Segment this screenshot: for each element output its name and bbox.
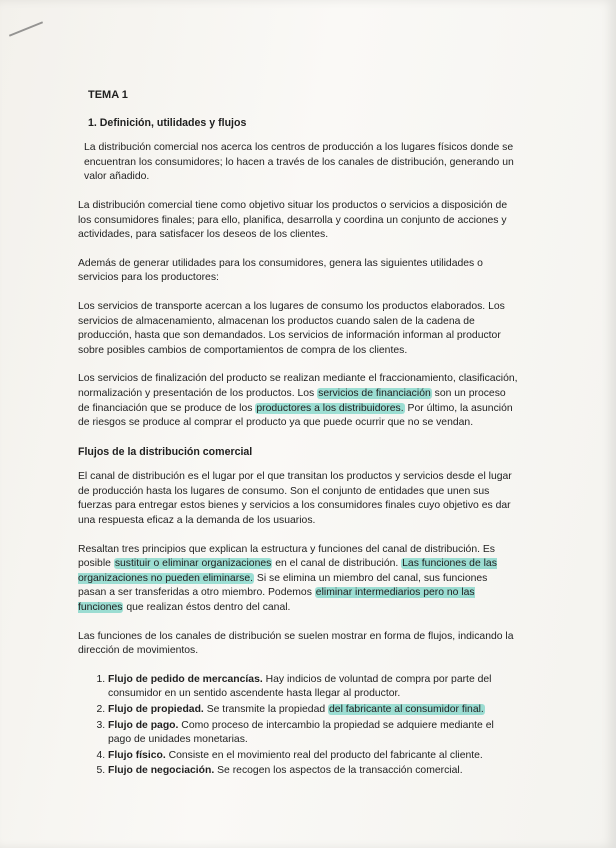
p7-highlight-2: Las funciones de las organizaciones no pueden eliminarse. <box>78 558 497 584</box>
flujo-name: Flujo físico. <box>108 749 166 761</box>
flujo-name: Flujo de propiedad. <box>108 704 204 715</box>
section-2-heading: Flujos de la distribución comercial <box>78 445 253 458</box>
p5-text-b: son un proceso de financiación que se produce de los <box>78 387 506 414</box>
flujo-text: Se transmite la propiedad <box>203 704 329 715</box>
flujo-text: Consiste en el movimiento real del producto del fabricante al cliente. <box>165 749 483 761</box>
flujo-text: Hay indicios de voluntad de compra por parte del consumidor en un sentido ascendente hasta llegar al productor. <box>108 673 492 700</box>
paragraph-1: La distribución comercial nos acerca los centros de producción a los lugares físicos donde se encuentran los consumidores; lo hacen a través de los canales de distribución, generando un valor añadido. <box>84 142 514 183</box>
paragraph-4: Los servicios de transporte acercan a los lugares de consumo los productos elaborados. Los servicios de almacenamiento, almacenan los productos cuando salen de la cadena de producción, hasta que son demandados. Los servicios de información informan al productor sobre posibles cambios de comportamientos de compra de los clientes. <box>78 300 505 356</box>
p5-highlight-1: servicios de financiación <box>318 387 431 399</box>
pen-mark <box>9 21 43 36</box>
p7-text-a: Resaltan tres principios que explican la estructura y funciones del canal de distribución. Es posible <box>78 543 496 570</box>
flujo-item <box>108 749 518 764</box>
p7-highlight-3: eliminar intermediarios pero no las funciones <box>78 587 475 614</box>
p7-text-d: que realizan éstos dentro del canal. <box>123 602 291 614</box>
p7-highlight-1: sustituir o eliminar organizaciones <box>114 558 272 570</box>
paragraph-3: Además de generar utilidades para los consumidores, genera las siguientes utilidades o servicios para los productores: <box>78 257 483 284</box>
flujo-text: Como proceso de intercambio la propiedad se adquiere mediante el pago de unidades monetarias. <box>108 719 494 746</box>
p5-text-a: Los servicios de finalización del producto se realizan mediante el fraccionamiento, clasificación, normalización y presentación de los productos. Los <box>78 373 518 399</box>
flujos-list <box>78 673 518 779</box>
flujo-item <box>108 719 518 748</box>
section-1-heading: 1. Definición, utilidades y flujos <box>88 116 247 129</box>
flujo-highlight: del fabricante al consumidor final. <box>329 704 484 715</box>
tema-title: TEMA 1 <box>88 89 128 101</box>
paragraph-2: La distribución comercial tiene como objetivo situar los productos o servicios a disposición de los consumidores finales; para ello, planifica, desarrolla y coordina un conjunto de acciones y actividades, para satisfacer los deseos de los clientes. <box>78 199 508 241</box>
paragraph-5 <box>78 372 518 430</box>
p5-text-c: Por último, la asunción de riesgos se produce al comprar el producto ya que puede ocurrir que no se vendan. <box>78 402 513 429</box>
p7-text-c: Si se elimina un miembro del canal, sus funciones pasan a ser transferidas a otro miembro. Podemos <box>78 572 488 599</box>
p5-highlight-2: productores a los distribuidores. <box>256 402 404 414</box>
p7-text-b: en el canal de distribución. <box>272 558 402 570</box>
flujo-name: Flujo de pago. <box>108 719 179 731</box>
flujo-item <box>108 703 518 718</box>
flujo-item <box>108 673 518 702</box>
flujo-name: Flujo de pedido de mercancías. <box>108 673 263 685</box>
flujo-name: Flujo de negociación. <box>108 765 215 777</box>
document-body <box>78 88 518 780</box>
flujo-item <box>108 764 518 779</box>
flujo-text: Se recogen los aspectos de la transacción comercial. <box>214 765 463 777</box>
paragraph-6: El canal de distribución es el lugar por el que transitan los productos y servicios desde el lugar de producción hasta los lugares de consumo. Son el conjunto de entidades que unen sus fuerzas para entregar estos bienes y servicios a los consumidores finales cuyo objetivo es dar una respuesta eficaz a la demanda de los usuarios. <box>78 471 512 527</box>
paragraph-7 <box>78 543 518 616</box>
paragraph-8: Las funciones de los canales de distribución se suelen mostrar en forma de flujos, indicando la dirección de movimientos. <box>78 630 514 657</box>
